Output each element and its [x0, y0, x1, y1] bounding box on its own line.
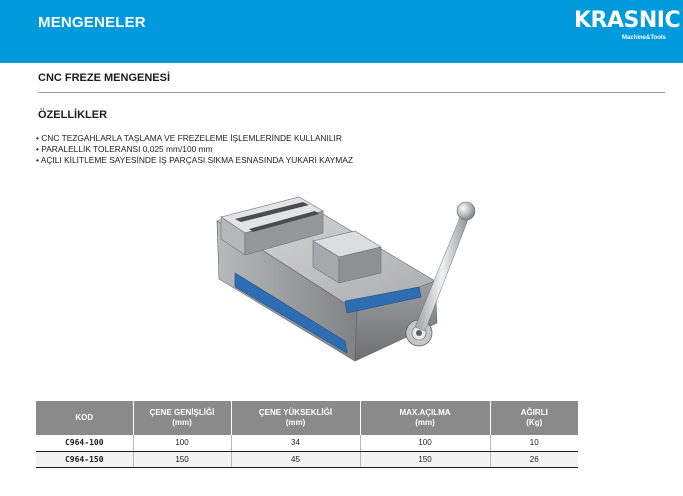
section-title: CNC FREZE MENGENESİ — [38, 72, 171, 84]
cell-code: C964-100 — [36, 435, 133, 451]
cell-jaw-height: 34 — [231, 435, 360, 451]
column-header-weight: AĞIRLI (Kg) — [490, 401, 578, 435]
feature-item: • PARALELLİK TOLERANSI 0,025 mm/100 mm — [36, 144, 213, 154]
table-row — [36, 435, 578, 451]
logo-subtitle: Machine&Tools — [622, 35, 666, 41]
table-row — [36, 451, 578, 467]
cell-max-opening: 150 — [360, 451, 490, 467]
specs-table — [36, 401, 578, 468]
table-header-row — [36, 401, 578, 435]
cell-code: C964-150 — [36, 451, 133, 467]
column-header-code: KOD — [36, 401, 133, 435]
cell-weight: 10 — [490, 435, 578, 451]
cnc-vise-image — [205, 193, 495, 373]
page-header — [0, 0, 683, 63]
features-title: ÖZELLİKLER — [38, 109, 108, 121]
column-header-max-opening: MAX.AÇILMA (mm) — [360, 401, 490, 435]
cell-max-opening: 100 — [360, 435, 490, 451]
column-header-jaw-height: ÇENE YÜKSEKLİĞİ (mm) — [231, 401, 360, 435]
features-list — [36, 133, 353, 166]
cell-jaw-width: 150 — [133, 451, 231, 467]
feature-item: • CNC TEZGAHLARLA TAŞLAMA VE FREZELEME İŞLEMLERİNDE KULLANILIR — [36, 133, 342, 143]
feature-item: • AÇILI KİLİTLEME SAYESİNDE İŞ PARÇASI SIKMA ESNASINDA YUKARI KAYMAZ — [36, 155, 353, 165]
section-divider — [38, 92, 665, 93]
logo-text: KRASNIC — [574, 8, 681, 33]
header-title: MENGENELER — [38, 14, 146, 31]
cell-weight: 26 — [490, 451, 578, 467]
cell-jaw-height: 45 — [231, 451, 360, 467]
brand-logo — [574, 8, 681, 48]
column-header-jaw-width: ÇENE GENİŞLİĞİ (mm) — [133, 401, 231, 435]
cell-jaw-width: 100 — [133, 435, 231, 451]
